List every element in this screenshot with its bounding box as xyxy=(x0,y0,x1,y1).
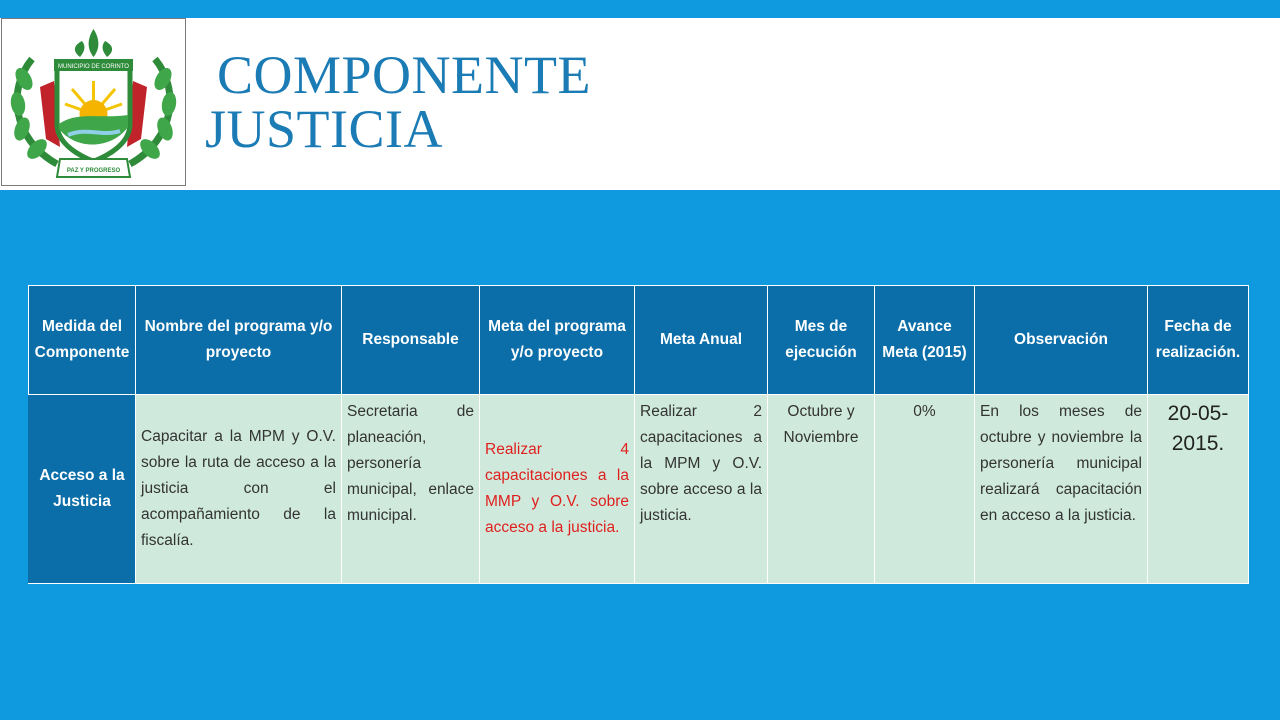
cell-mes: Octubre y Noviembre xyxy=(768,395,875,584)
table-row xyxy=(29,395,1249,584)
column-header: Meta del programa y/o proyecto xyxy=(480,286,635,395)
justice-component-table xyxy=(28,285,1249,584)
table-header-row xyxy=(29,286,1249,395)
column-header: Fecha de realización. xyxy=(1148,286,1249,395)
cell-medida: Acceso a la Justicia xyxy=(29,395,136,584)
cell-meta-anual: Realizar 2 capacitaciones a la MPM y O.V. sobre acceso a la justicia. xyxy=(635,395,768,584)
logo xyxy=(1,18,186,186)
column-header: Avance Meta (2015) xyxy=(875,286,975,395)
column-header: Meta Anual xyxy=(635,286,768,395)
column-header: Observación xyxy=(975,286,1148,395)
municipal-seal-icon xyxy=(2,19,185,185)
seal-ribbon-bottom-text: PAZ Y PROGRESO xyxy=(66,168,121,174)
page-title xyxy=(205,45,592,159)
title-line-2: JUSTICIA xyxy=(205,99,444,159)
cell-observacion: En los meses de octubre y noviembre la personería municipal realizará capacitación en acceso a la justicia. xyxy=(975,395,1148,584)
cell-nombre: Capacitar a la MPM y O.V. sobre la ruta de acceso a la justicia con el acompañamiento de la fiscalía. xyxy=(136,395,342,584)
seal-ribbon-top-text: MUNICIPIO DE CORINTO xyxy=(58,64,129,70)
cell-responsable: Secretaria de planeación, personería municipal, enlace municipal. xyxy=(342,395,480,584)
cell-meta-programa: Realizar 4 capacitaciones a la MMP y O.V. sobre acceso a la justicia. xyxy=(480,395,635,584)
column-header: Mes de ejecución xyxy=(768,286,875,395)
header-banner xyxy=(0,18,1280,190)
column-header: Medida del Componente xyxy=(29,286,136,395)
title-line-1: COMPONENTE xyxy=(217,45,592,105)
cell-avance: 0% xyxy=(875,395,975,584)
cell-fecha: 20-05-2015. xyxy=(1148,395,1249,584)
column-header: Responsable xyxy=(342,286,480,395)
column-header: Nombre del programa y/o proyecto xyxy=(136,286,342,395)
